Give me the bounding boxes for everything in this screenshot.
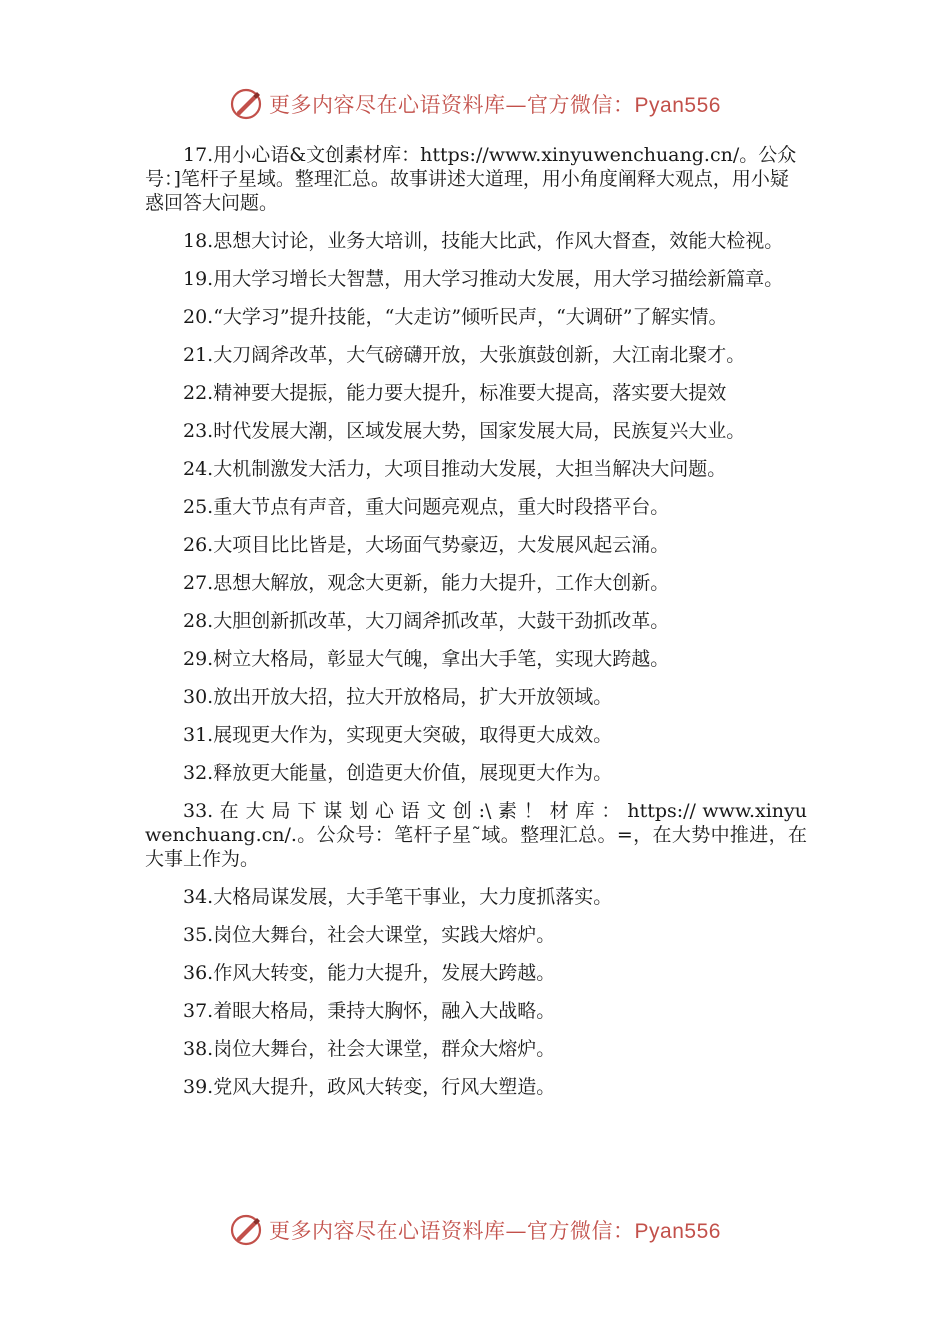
list-item: 36.作风大转变，能力大提升，发展大跨越。 xyxy=(183,962,556,984)
list-item: 25.重大节点有声音，重大问题亮观点，重大时段搭平台。 xyxy=(183,496,670,518)
header-banner xyxy=(0,84,950,124)
list-item: 26.大项目比比皆是，大场面气势豪迈，大发展风起云涌。 xyxy=(183,534,670,556)
list-item: 21.大刀阔斧改革，大气磅礴开放，大张旗鼓创新，大江南北聚才。 xyxy=(183,344,746,366)
pen-seal-icon xyxy=(229,1213,263,1247)
list-item: 18.思想大讨论，业务大培训，技能大比武，作风大督查，效能大检视。 xyxy=(183,230,784,252)
list-item: 22.精神要大提振，能力要大提升，标准要大提高，落实要大提效 xyxy=(183,382,727,404)
list-item: 19.用大学习增长大智慧，用大学习推动大发展，用大学习描绘新篇章。 xyxy=(183,268,784,290)
list-item: 32.释放更大能量，创造更大价值，展现更大作为。 xyxy=(183,762,613,784)
footer-banner xyxy=(0,1210,950,1250)
list-item: 31.展现更大作为，实现更大突破，取得更大成效。 xyxy=(183,724,613,746)
list-item: 38.岗位大舞台，社会大课堂，群众大熔炉。 xyxy=(183,1038,556,1060)
banner-text: 更多内容尽在心语资料库—官方微信：Pyan556 xyxy=(269,1219,721,1243)
list-item: 35.岗位大舞台，社会大课堂，实践大熔炉。 xyxy=(183,924,556,946)
list-item: 23.时代发展大潮，区域发展大势，国家发展大局，民族复兴大业。 xyxy=(183,420,746,442)
list-item: 30.放出开放大招，拉大开放格局，扩大开放领域。 xyxy=(183,686,613,708)
list-item: 29.树立大格局，彰显大气魄，拿出大手笔，实现大跨越。 xyxy=(183,648,670,670)
wechat-id: Pyan556 xyxy=(634,1220,721,1243)
list-item: 39.党风大提升，政风大转变，行风大塑造。 xyxy=(183,1076,556,1098)
list-item: 17.用小心语&文创素材库：https://www.xinyuwenchuang.cn/。公众号：]笔杆子星域。整理汇总。故事讲述大道理，用小角度阐释大观点，用小疑惑回答大问题。 xyxy=(145,144,797,214)
pen-seal-icon xyxy=(229,87,263,121)
list-item: 20.“大学习”提升技能，“大走访”倾听民声，“大调研”了解实情。 xyxy=(183,306,728,328)
list-item: 37.着眼大格局，秉持大胸怀，融入大战略。 xyxy=(183,1000,556,1022)
document-body xyxy=(145,143,807,1113)
list-item: 34.大格局谋发展，大手笔干事业，大力度抓落实。 xyxy=(183,886,613,908)
list-item: 33. 在 大 局 下 谋 划 心 语 文 创 :\ 素 ！ 材 库 ： https:// www.xinyuwenchuang.cn/.。公众号：笔杆子星˜域。整理汇总。=，在大势中推进，在大事上作为。 xyxy=(145,800,807,870)
wechat-id: Pyan556 xyxy=(634,94,721,117)
banner-text: 更多内容尽在心语资料库—官方微信：Pyan556 xyxy=(269,93,721,117)
list-item: 27.思想大解放，观念大更新，能力大提升，工作大创新。 xyxy=(183,572,670,594)
list-item: 28.大胆创新抓改革，大刀阔斧抓改革，大鼓干劲抓改革。 xyxy=(183,610,670,632)
list-item: 24.大机制激发大活力，大项目推动大发展，大担当解决大问题。 xyxy=(183,458,727,480)
